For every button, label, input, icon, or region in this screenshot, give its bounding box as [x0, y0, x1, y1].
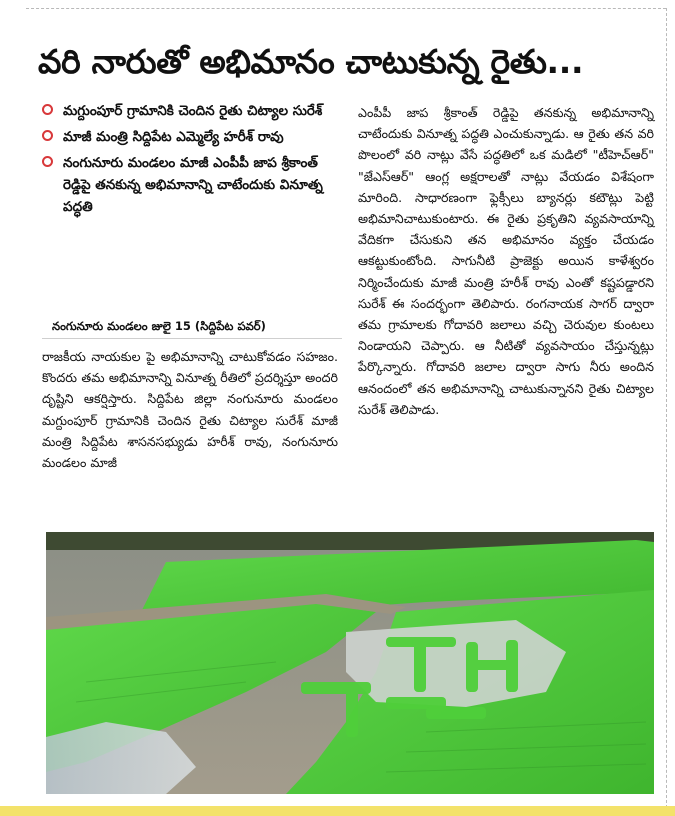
- highlight-text: మగ్దుంపూర్ గ్రామానికి చెందిన రైతు చిట్యాల సురేశ్: [63, 103, 323, 119]
- highlights-list: [42, 100, 340, 222]
- top-dashed-border: [26, 8, 666, 9]
- highlight-item: [42, 126, 340, 148]
- highlight-text: నంగునూరు మండలం మాజీ ఎంపీపీ జాప శ్రీకాంత్ రెడ్డిపై తనకున్న అభిమానాన్ని చాటేందుకు వినూత్న పద్ధతి: [63, 155, 323, 215]
- circle-bullet-icon: [42, 104, 53, 115]
- highlight-text: మాజీ మంత్రి సిద్దిపేట ఎమ్మెల్యే హరీశ్ రావు: [63, 129, 284, 145]
- paddy-field-photo: [46, 532, 654, 794]
- highlight-item: [42, 152, 340, 218]
- circle-bullet-icon: [42, 130, 53, 141]
- paddy-field-illustration: [46, 532, 654, 794]
- headline: వరి నారుతో అభిమానం చాటుకున్న రైతు...: [38, 42, 584, 81]
- body-column-right: ఎంపీపీ జాప శ్రీకాంత్ రెడ్డిపై తనకున్న అభిమానాన్ని చాటేందుకు వినూత్న పద్ధతి ఎంచుకున్నాడు. ఆ రైతు తన వరి పొలంలో వరి నాట్లు వేసే పద్ధతిలో ఒక మడిలో "టీహెచ్ఆర్" "జేఎస్ఆర్" ఆంగ్ల అక్షరాలతో నాట్లు వేయడం విశేషంగా మారింది. సాధారణంగా ఫ్లెక్సీలు బ్యానర్లు కటౌట్లు పెట్టి అభిమానిచాటుకుంటారు. ఈ రైతు ప్రకృతిని వ్యవసాయాన్ని వేదికగా చేసుకుని తన అభిమానం వ్యక్తం చేయడం ఆకట్టుకుంటోంది. సాగునీటి ప్రాజెక్టు అయిన కాళేశ్వరం నిర్మించేందుకు మాజీ మంత్రి హరీశ్ రావు ఎంతో కష్టపడ్డారని సురేశ్ ఈ సందర్భంగా తెలిపారు. రంగనాయక సాగర్ ద్వారా తమ గ్రామాలకు గోదావరి జలాలు వచ్చి చెరువుల కుంటలు నిండాయని చెప్పారు. ఆ నీటితో వ్యవసాయం చేస్తున్నట్లు పేర్కొన్నారు. గోదావరి జలాల ద్వారా సాగు నీరు అందిన ఆనందంలో తన అభిమానాన్ని చాటుకున్నానని రైతు చిట్యాల సురేశ్ తెలిపాడు.: [358, 105, 654, 417]
- right-dashed-border: [666, 8, 667, 808]
- dateline-divider: [42, 338, 342, 339]
- dateline: నంగునూరు మండలం జులై 15 (సిద్దిపేట పవర్): [52, 319, 266, 333]
- circle-bullet-icon: [42, 156, 53, 167]
- bottom-color-band: [0, 806, 675, 816]
- highlight-item: [42, 100, 340, 122]
- body-column-left: రాజకీయ నాయకుల పై అభిమానాన్ని చాటుకోవడం సహజం. కొందరు తమ అభిమానాన్ని వినూత్న రీతిలో ప్రదర్శిస్తూ అందరి దృష్టిని ఆకర్షిస్తారు. సిద్దిపేట జిల్లా నంగునూరు మండలం మగ్దుంపూర్ గ్రామానికి చెందిన రైతు చిట్యాల సురేశ్ మాజీ మంత్రి సిద్దిపేట శాసనసభ్యుడు హరీశ్ రావు, నంగునూరు మండలం మాజీ: [42, 349, 338, 471]
